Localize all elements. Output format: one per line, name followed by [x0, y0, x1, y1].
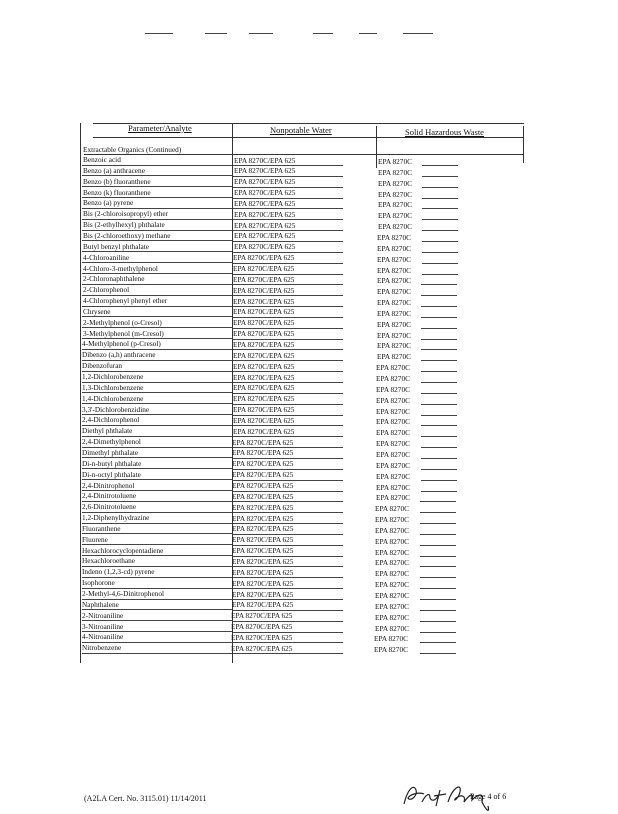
row-rule-waste [422, 274, 458, 275]
row-rule-waste [421, 339, 457, 340]
row-rule-waste [420, 621, 456, 622]
row-rule-water [233, 653, 343, 654]
water-method: EPA 8270C/EPA 625 [231, 556, 294, 566]
waste-method: EPA 8270C [375, 558, 410, 568]
waste-method: EPA 8270C [376, 374, 411, 383]
water-method: EPA 8270C/EPA 625 [232, 491, 294, 501]
waste-method: EPA 8270C [377, 178, 412, 188]
waste-method: EPA 8270C [377, 211, 412, 221]
analyte-name: 3-Methylphenol (m-Cresol) [82, 328, 164, 338]
water-method: EPA 8270C/EPA 625 [231, 643, 293, 653]
analyte-name: Dibenzofuran [82, 361, 123, 371]
waste-method: EPA 8270C [375, 547, 410, 557]
water-method: EPA 8270C/EPA 625 [232, 513, 294, 523]
waste-method: EPA 8270C [376, 428, 410, 438]
water-method: EPA 8270C/EPA 625 [231, 632, 293, 642]
waste-method: EPA 8270C [377, 167, 412, 177]
table-left-border [80, 123, 81, 663]
row-rule-waste [422, 198, 458, 199]
analyte-name: Bis (2-chloroethoxy) methane [82, 230, 171, 240]
section-title: Extractable Organics (Continued) [83, 145, 182, 154]
waste-method: EPA 8270C [374, 634, 409, 644]
analyte-name: Benzo (a) anthracene [82, 165, 145, 175]
water-method: EPA 8270C/EPA 625 [231, 589, 294, 599]
waste-method: EPA 8270C [377, 232, 412, 242]
analyte-name: 1,2-Dichlorobenzene [82, 372, 144, 381]
analyte-name: Bis (2-chloroisopropyl) ether [82, 209, 168, 219]
row-rule-waste [422, 230, 458, 231]
column-header-nonpotable-water: Nonpotable Water [270, 125, 332, 135]
analyte-name: Benzo (k) fluoranthene [82, 187, 151, 197]
waste-method: EPA 8270C [374, 645, 409, 655]
waste-method: EPA 8270C [375, 471, 410, 481]
analyte-name: 2-Methyl-4,6-Dinitrophenol [81, 589, 164, 598]
waste-method: EPA 8270C [376, 406, 411, 416]
row-rule-waste [420, 610, 456, 611]
analyte-name: Benzo (a) pyrene [82, 198, 134, 208]
row-rule-waste [421, 415, 457, 416]
analyte-name: 2,4-Dinitrophenol [82, 480, 135, 490]
water-method: EPA 8270C/EPA 625 [233, 274, 295, 284]
waste-method: EPA 8270C [377, 276, 412, 286]
waste-method: EPA 8270C [375, 482, 410, 492]
water-method: EPA 8270C/EPA 625 [233, 264, 295, 273]
waste-method: EPA 8270C [377, 222, 412, 232]
column-header-parameter: Parameter/Analyte [128, 123, 192, 133]
analyte-name: Nitrobenzene [81, 643, 121, 653]
row-rule-waste [420, 653, 456, 654]
row-rule-waste [421, 317, 457, 318]
water-method: EPA 8270C/EPA 625 [232, 415, 295, 425]
waste-method: EPA 8270C [374, 623, 409, 633]
analyte-name: Bis (2-ethylhexyl) phthalate [82, 220, 165, 230]
row-rule-waste [421, 404, 457, 405]
waste-method: EPA 8270C [377, 243, 412, 253]
analyte-name: 2-Methylphenol (o-Cresol) [82, 317, 162, 327]
water-method: EPA 8270C/EPA 625 [232, 459, 294, 469]
water-method: EPA 8270C/EPA 625 [232, 426, 294, 436]
water-method: EPA 8270C/EPA 625 [233, 318, 295, 328]
water-method: EPA 8270C/EPA 625 [232, 470, 294, 480]
analyte-name: 2,4-Dimethylphenol [82, 437, 142, 447]
water-method: EPA 8270C/EPA 625 [232, 350, 295, 360]
row-rule-waste [421, 349, 457, 350]
water-method: EPA 8270C/EPA 625 [233, 220, 296, 230]
row-rule-waste [420, 632, 456, 633]
row-rule-waste [420, 588, 456, 589]
analyte-name: 2,4-Dinitrotoluene [82, 491, 137, 501]
analyte-name: Naphthalene [81, 599, 119, 609]
water-method: EPA 8270C/EPA 625 [232, 339, 295, 349]
analyte-name: 4-Chloro-3-methylphenol [82, 263, 158, 273]
water-method: EPA 8270C/EPA 625 [233, 198, 296, 208]
waste-method: EPA 8270C [376, 363, 411, 373]
analyte-name: 1,2-Diphenylhydrazine [82, 513, 150, 523]
analyte-name: Dibenzo (a,h) anthracene [82, 350, 156, 360]
row-rule-waste [422, 165, 458, 166]
row-rule-waste [422, 208, 458, 209]
row-rule-analyte [82, 653, 232, 654]
row-rule-waste [421, 360, 457, 361]
row-rule-waste [421, 447, 457, 448]
waste-method: EPA 8270C [376, 330, 411, 340]
page-number: Page 4 of 6 [470, 792, 507, 801]
water-method: EPA 8270C/EPA 625 [232, 448, 294, 458]
waste-method: EPA 8270C [375, 536, 410, 546]
water-method: EPA 8270C/EPA 625 [232, 405, 295, 415]
row-rule-waste [420, 534, 456, 535]
waste-method: EPA 8270C [375, 449, 410, 459]
row-rule-waste [421, 306, 457, 307]
waste-method: EPA 8270C [376, 417, 411, 427]
row-rule-waste [422, 252, 458, 253]
analyte-name: 4-Nitroaniline [81, 632, 123, 642]
column-header-solid-hazardous-waste: Solid Hazardous Waste [405, 127, 484, 137]
analyte-name: 3-Nitroaniline [81, 621, 124, 631]
analyte-name: Dimethyl phthalate [82, 447, 139, 457]
analyte-name: Di-n-octyl phthalate [82, 469, 142, 479]
water-method: EPA 8270C/EPA 625 [233, 285, 295, 295]
analyte-name: Hexachlorocyclopentadiene [81, 545, 164, 555]
row-rule-waste [420, 599, 456, 600]
water-method: EPA 8270C/EPA 625 [231, 535, 294, 545]
water-method: EPA 8270C/EPA 625 [232, 383, 295, 393]
analyte-name: 2,6-Dinitrotoluene [82, 502, 137, 512]
analyte-name: 2-Nitroaniline [81, 610, 124, 620]
row-rule-waste [421, 469, 457, 470]
water-method: EPA 8270C/EPA 625 [233, 329, 295, 339]
waste-method: EPA 8270C [375, 493, 410, 503]
row-rule-waste [422, 176, 458, 177]
analyte-name: Diethyl phthalate [82, 426, 133, 436]
row-rule-waste [422, 219, 458, 220]
row-rule-waste [420, 523, 456, 524]
water-method: EPA 8270C/EPA 625 [233, 209, 296, 219]
table-section-divider [84, 154, 524, 155]
waste-method: EPA 8270C [377, 254, 412, 264]
analyte-name: 1,4-Dichlorobenzene [82, 393, 144, 403]
waste-method: EPA 8270C [378, 157, 412, 166]
waste-method: EPA 8270C [376, 308, 411, 318]
water-method: EPA 8270C/EPA 625 [232, 394, 295, 404]
analyte-name: Chrysene [82, 306, 111, 316]
analyte-name: Benzo (b) fluoranthene [82, 176, 151, 186]
waste-method: EPA 8270C [375, 439, 410, 449]
table-right-border [523, 126, 524, 163]
waste-method: EPA 8270C [376, 395, 411, 405]
water-method: EPA 8270C/EPA 625 [233, 188, 296, 198]
water-method: EPA 8270C/EPA 625 [231, 567, 294, 577]
analyte-name: Butyl benzyl phthalate [82, 241, 149, 251]
water-method: EPA 8270C/EPA 625 [232, 502, 294, 512]
row-rule-waste [421, 458, 457, 459]
row-rule-waste [420, 501, 456, 502]
waste-method: EPA 8270C [374, 591, 409, 600]
analyte-name: Isophorone [81, 578, 115, 588]
water-method: EPA 8270C/EPA 625 [231, 524, 294, 534]
water-method: EPA 8270C/EPA 625 [233, 166, 296, 176]
analyte-name: 3,3'-Dichlorobenzidine [82, 404, 150, 414]
row-rule-waste [420, 545, 456, 546]
row-rule-waste [421, 382, 457, 383]
row-rule-waste [420, 642, 456, 643]
row-rule-waste [421, 436, 457, 437]
row-rule-waste [420, 566, 456, 567]
table-col-divider-2 [376, 126, 377, 168]
waste-method: EPA 8270C [376, 341, 411, 351]
row-rule-waste [421, 295, 457, 296]
water-method: EPA 8270C/EPA 625 [232, 372, 295, 382]
analyte-name: 4-Chlorophenyl phenyl ether [82, 296, 167, 306]
water-method: EPA 8270C/EPA 625 [234, 155, 296, 165]
header-dash-marks [145, 33, 435, 35]
analyte-name: 2,4-Dichlorophenol [82, 415, 140, 425]
row-rule-waste [422, 241, 458, 242]
waste-method: EPA 8270C [375, 504, 410, 514]
row-rule-waste [422, 263, 458, 264]
waste-method: EPA 8270C [375, 515, 410, 525]
water-method: EPA 8270C/EPA 625 [233, 242, 295, 252]
water-method: EPA 8270C/EPA 625 [231, 622, 293, 632]
waste-method: EPA 8270C [376, 352, 411, 362]
row-rule-waste [421, 284, 457, 285]
table-header-divider [93, 137, 524, 138]
waste-method: EPA 8270C [376, 319, 411, 329]
analyte-name: 2-Chlorophenol [82, 285, 129, 295]
waste-method: EPA 8270C [377, 200, 412, 210]
waste-method: EPA 8270C [377, 287, 412, 297]
row-rule-waste [420, 556, 456, 557]
waste-method: EPA 8270C [374, 569, 409, 579]
certification-footer: (A2LA Cert. No. 3115.01) 11/14/2011 [84, 794, 207, 803]
analyte-name: Fluoranthene [81, 523, 121, 533]
water-method: EPA 8270C/EPA 625 [233, 307, 295, 317]
waste-method: EPA 8270C [374, 612, 409, 622]
row-rule-waste [421, 371, 457, 372]
row-rule-waste [420, 577, 456, 578]
analyte-name: Fluorene [81, 534, 108, 544]
water-method: EPA 8270C/EPA 625 [232, 481, 294, 490]
water-method: EPA 8270C/EPA 625 [233, 177, 296, 187]
waste-method: EPA 8270C [375, 460, 410, 470]
row-rule-waste [421, 393, 457, 394]
waste-method: EPA 8270C [376, 384, 411, 394]
water-method: EPA 8270C/EPA 625 [233, 296, 295, 306]
row-rule-waste [420, 512, 456, 513]
waste-method: EPA 8270C [374, 580, 409, 590]
analyte-name: Benzoic acid [83, 155, 121, 164]
row-rule-waste [421, 425, 457, 426]
row-rule-waste [421, 480, 457, 481]
water-method: EPA 8270C/EPA 625 [231, 546, 294, 556]
water-method: EPA 8270C/EPA 625 [232, 437, 294, 447]
analyte-name: Hexachloroethane [81, 556, 135, 566]
waste-method: EPA 8270C [374, 601, 409, 611]
water-method: EPA 8270C/EPA 625 [233, 231, 296, 241]
water-method: EPA 8270C/EPA 625 [231, 578, 294, 588]
water-method: EPA 8270C/EPA 625 [231, 600, 293, 610]
water-method: EPA 8270C/EPA 625 [233, 253, 295, 263]
row-rule-waste [421, 328, 457, 329]
water-method: EPA 8270C/EPA 625 [231, 611, 293, 621]
row-rule-waste [421, 491, 457, 492]
analyte-name: Di-n-butyl phthalate [82, 458, 142, 468]
analyte-name: Indeno (1,2,3-cd) pyrene [81, 567, 155, 577]
analyte-name: 4-Methylphenol (p-Cresol) [82, 339, 162, 349]
waste-method: EPA 8270C [376, 298, 411, 308]
water-method: EPA 8270C/EPA 625 [232, 361, 295, 371]
analyte-name: 2-Chloronaphthalene [82, 274, 145, 284]
waste-method: EPA 8270C [375, 525, 410, 535]
waste-method: EPA 8270C [377, 189, 412, 199]
row-rule-waste [422, 187, 458, 188]
waste-method: EPA 8270C [377, 265, 412, 275]
analyte-name: 4-Chloroaniline [82, 252, 129, 262]
analyte-name: 1,3-Dichlorobenzene [82, 382, 144, 392]
